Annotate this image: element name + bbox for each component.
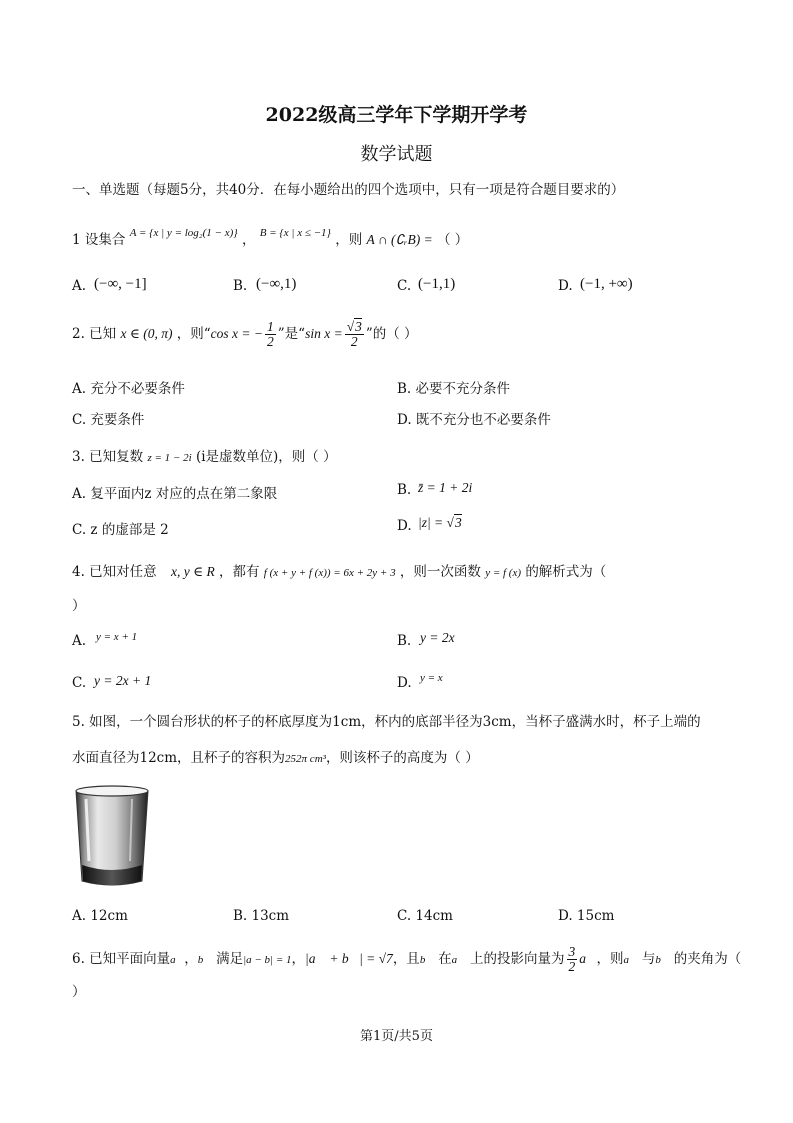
q6-frac-den: 2 bbox=[568, 959, 576, 975]
q6-condition-1: |a − b| = 1 bbox=[243, 954, 292, 967]
q3-z: z = 1 − 2i bbox=[147, 452, 192, 464]
q6-b3: b⃗ bbox=[655, 954, 670, 967]
q6-wrap: ） bbox=[72, 984, 86, 1000]
q6-mid: ，且 bbox=[392, 951, 420, 968]
q4-tail2: 的解析式为（ bbox=[525, 564, 607, 580]
q5-option-b: B. 13cm bbox=[233, 908, 290, 924]
question-1 bbox=[72, 228, 468, 248]
q2-option-d: D. 既不充分也不必要条件 bbox=[397, 412, 551, 428]
q4-prefix: 4. 已知对任意 bbox=[72, 564, 157, 580]
q2-cos-fraction bbox=[265, 320, 276, 349]
q3-option-d: |z| = √3 bbox=[418, 515, 462, 530]
q2-option-a: A. 充分不必要条件 bbox=[72, 381, 185, 397]
q5-line-2a: 水面直径为12cm，且杯子的容积为 bbox=[72, 750, 286, 766]
cup-figure bbox=[74, 785, 150, 891]
section-heading: 一、单选题（每题5分，共40分．在每小题给出的四个选项中，只有一项是符合题目要求的） bbox=[72, 182, 625, 198]
q4-vars: x, y ∈ R bbox=[170, 564, 215, 579]
q6-sat: 满足 bbox=[216, 951, 244, 968]
q4-tail: ，则一次函数 bbox=[399, 564, 481, 580]
q1-answer-paren: （ ） bbox=[436, 232, 469, 248]
q4-function: y = f (x) bbox=[485, 567, 522, 579]
q2-prefix: 2. 已知 bbox=[72, 326, 117, 343]
q5-line-2b: ，则该杯子的高度为（ ） bbox=[325, 750, 479, 766]
question-2 bbox=[72, 320, 418, 349]
q3-option-b-label: B. bbox=[397, 482, 412, 498]
q3-option-d-label: D. bbox=[397, 518, 412, 534]
q3-option-d-radicand: 3 bbox=[454, 515, 462, 530]
q2-sin-den: 2 bbox=[350, 334, 358, 350]
q2-tail: ”的（ ） bbox=[365, 326, 418, 343]
q6-frac-num: 3 bbox=[568, 944, 576, 959]
q4-wrap: ） bbox=[72, 598, 86, 614]
q4-option-b: y = 2x bbox=[420, 630, 455, 645]
q1-prefix: 1 设集合 bbox=[72, 232, 126, 248]
q5-line-2 bbox=[72, 746, 479, 766]
q6-fraction bbox=[567, 945, 578, 974]
q6-b: b⃗ bbox=[197, 954, 212, 967]
q2-cos-den: 2 bbox=[267, 334, 274, 350]
q6-and: 与 bbox=[641, 951, 656, 968]
q5-option-c: C. 14cm bbox=[397, 908, 453, 924]
q6-comma-2: ， bbox=[291, 951, 305, 968]
q6-a: a⃗ bbox=[170, 954, 185, 967]
exam-subtitle: 数学试题 bbox=[360, 144, 433, 165]
q2-sin-fraction bbox=[345, 320, 364, 349]
q6-vec: a⃗ bbox=[579, 951, 597, 967]
q3-prefix: 3. 已知复数 bbox=[72, 449, 144, 465]
q2-sin-num-wrap: √3 bbox=[346, 319, 362, 334]
q1-option-d-label: D. bbox=[558, 278, 573, 294]
q6-condition-2: |a⃗ + b⃗| = √7 bbox=[305, 951, 393, 967]
q6-angle: 的夹角为（ bbox=[673, 951, 742, 968]
q6-on: 在 bbox=[438, 951, 452, 968]
q1-then: ，则 bbox=[335, 232, 363, 248]
q2-sin-lhs: sin x = bbox=[305, 326, 343, 342]
q6-prefix: 6. 已知平面向量 bbox=[72, 951, 171, 968]
q1-option-c: (−1,1) bbox=[418, 276, 456, 292]
q2-condition: x ∈ (0, π) bbox=[120, 326, 173, 342]
q3-option-c: C. z 的虚部是 2 bbox=[72, 522, 169, 538]
q3-option-a: A. 复平面内z 对应的点在第二象限 bbox=[72, 486, 278, 502]
q2-cos-lhs: cos x = − bbox=[210, 326, 264, 342]
question-3 bbox=[72, 445, 337, 465]
q6-then: ，则 bbox=[596, 951, 624, 968]
question-4 bbox=[72, 560, 606, 580]
q5-volume: 252π cm³ bbox=[285, 753, 326, 765]
question-6 bbox=[72, 945, 741, 974]
q3-note: (i是虚数单位)，则（ ） bbox=[195, 449, 337, 465]
q6-a3: a⃗ bbox=[623, 954, 638, 967]
q4-option-b-label: B. bbox=[397, 633, 412, 649]
q1-option-a: (−∞, −1] bbox=[94, 276, 147, 292]
q1-comma: ， bbox=[241, 232, 256, 248]
q1-option-b: (−∞,1) bbox=[256, 276, 297, 292]
q4-option-a: y = x + 1 bbox=[96, 631, 138, 643]
q2-option-b: B. 必要不充分条件 bbox=[397, 381, 511, 397]
q2-sin-num: 3 bbox=[355, 319, 362, 334]
exam-title: 2022级高三学年下学期开学考 bbox=[265, 104, 528, 126]
q1-option-c-label: C. bbox=[397, 278, 412, 294]
page-footer: 第1页/共5页 bbox=[360, 1029, 433, 1044]
q5-option-a: A. 12cm bbox=[72, 908, 128, 924]
q1-option-d: (−1, +∞) bbox=[580, 276, 633, 292]
q4-option-a-label: A. bbox=[72, 633, 87, 649]
q2-cos-num: 1 bbox=[267, 319, 274, 334]
q1-set-b: B = {x | x ≤ −1} bbox=[259, 227, 331, 239]
q5-option-d: D. 15cm bbox=[558, 908, 615, 924]
q6-proj: 上的投影向量为 bbox=[470, 951, 565, 968]
q4-option-c: y = 2x + 1 bbox=[94, 673, 152, 688]
q2-mid: ”是“ bbox=[277, 326, 306, 343]
q2-option-c: C. 充要条件 bbox=[72, 412, 145, 428]
q1-option-b-label: B. bbox=[233, 278, 248, 294]
q6-comma: ， bbox=[184, 951, 198, 968]
q6-b2: b⃗ bbox=[419, 954, 434, 967]
q4-equation: f (x + y + f (x)) = 6x + 2y + 3 bbox=[263, 567, 396, 579]
q3-option-b: z̄ = 1 + 2i bbox=[418, 480, 473, 495]
q3-option-d-lhs: |z| = bbox=[418, 515, 447, 530]
q2-then: ，则“ bbox=[176, 326, 211, 343]
q1-option-a-label: A. bbox=[72, 278, 87, 294]
q1-set-a: A = {x | y = log₂(1 − x)} bbox=[129, 227, 238, 239]
q4-option-c-label: C. bbox=[72, 675, 87, 691]
q4-option-d-label: D. bbox=[397, 675, 412, 691]
q4-option-d: y = x bbox=[420, 672, 443, 684]
q5-line-1: 5. 如图，一个圆台形状的杯子的杯底厚度为1cm，杯内的底部半径为3cm，当杯子盛满水时，杯子上端的 bbox=[72, 714, 701, 730]
q4-mid: ，都有 bbox=[219, 564, 260, 580]
q1-expression: A ∩ (∁ᵣB) = bbox=[366, 232, 433, 247]
q6-a2: a⃗ bbox=[451, 954, 466, 967]
